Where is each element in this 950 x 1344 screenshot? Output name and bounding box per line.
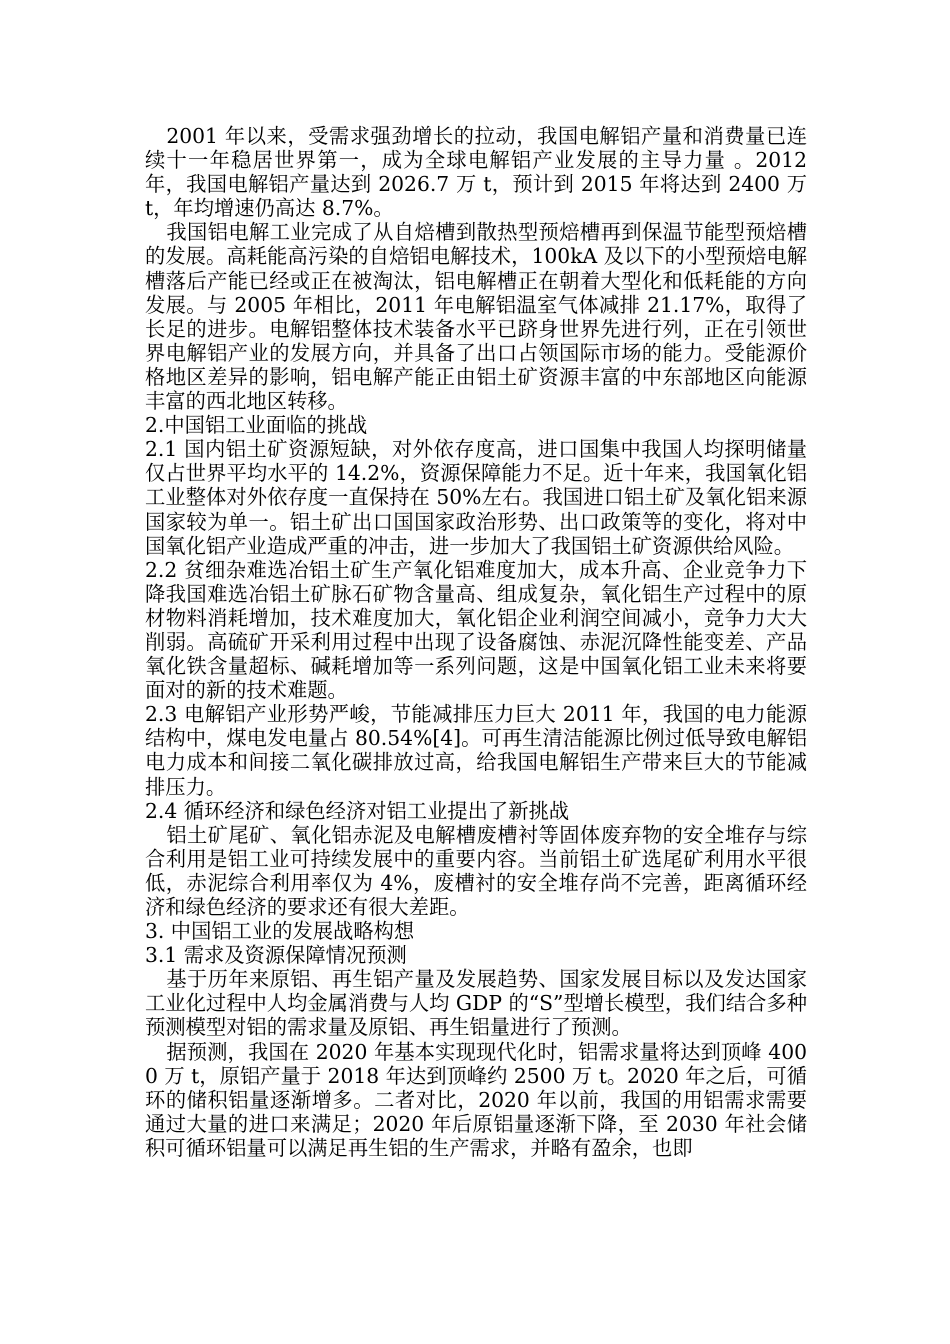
paragraph-2-3-energy-pressure: 2.3 电解铝产业形势严峻，节能减排压力巨大 2011 年，我国的电力能源结构中，煤电发电量占 80.54%[4]。可再生清洁能源比例过低导致电解铝电力成本和间接二氧化碳排放过高，给我国电解铝生产带来巨大的节能减排压力。 <box>145 702 807 799</box>
section-heading-strategy: 3. 中国铝工业的发展战略构想 <box>145 919 415 944</box>
paragraph-solid-waste: 铝土矿尾矿、氧化铝赤泥及电解槽废槽衬等固体废弃物的安全堆存与综合利用是铝工业可持续发展中的重要内容。当前铝土矿选尾矿利用水平很低，赤泥综合利用率仅为 4%，废槽衬的安全堆存尚不完善，距离循环经济和绿色经济的要求还有很大差距。 <box>145 822 807 919</box>
paragraph-2-2-lean-ore: 2.2 贫细杂难选冶铝土矿生产氧化铝难度加大，成本升高、企业竞争力下降我国难选冶铝土矿脉石矿物含量高、组成复杂，氧化铝生产过程中的原材物料消耗增加，技术难度加大，氧化铝企业利润空间减小，竞争力大大削弱。高硫矿开采利用过程中出现了设备腐蚀、赤泥沉降性能变差、产品氧化铁含量超标、碱耗增加等一系列问题，这是中国氧化铝工业未来将要面对的新的技术难题。 <box>145 557 807 703</box>
document-page <box>145 124 807 1160</box>
paragraph-forecast-results: 据预测，我国在 2020 年基本实现现代化时，铝需求量将达到顶峰 4000 万 t，原铝产量于 2018 年达到顶峰约 2500 万 t。2020 年之后，可循环的储积铝量逐渐增多。二者对比，2020 年以前，我国的用铝需求需要通过大量的进口来满足；2020 年后原铝量逐渐下降，至 2030 年社会储积可循环铝量可以满足再生铝的生产需求，并略有盈余，也即 <box>145 1039 807 1160</box>
paragraph-2-1-bauxite-shortage: 2.1 国内铝土矿资源短缺，对外依存度高，进口国集中我国人均探明储量仅占世界平均水平的 14.2%，资源保障能力不足。近十年来，我国氧化铝工业整体对外依存度一直保持在 50%左右。我国进口铝土矿及氧化铝来源国家较为单一。铝土矿出口国国家政治形势、出口政策等的变化，将对中国氧化铝产业造成严重的冲击，进一步加大了我国铝土矿资源供给风险。 <box>145 437 807 558</box>
paragraph-forecast-basis: 基于历年来原铝、再生铝产量及发展趋势、国家发展目标以及发达国家工业化过程中人均金属消费与人均 GDP 的“S”型增长模型，我们结合多种预测模型对铝的需求量及原铝、再生铝量进行了预测。 <box>145 967 807 1040</box>
section-heading-challenges: 2.中国铝工业面临的挑战 <box>145 413 368 438</box>
subsection-heading-2-4: 2.4 循环经济和绿色经济对铝工业提出了新挑战 <box>145 798 570 823</box>
paragraph-aluminum-output: 2001 年以来，受需求强劲增长的拉动，我国电解铝产量和消费量已连续十一年稳居世界第一，成为全球电解铝产业发展的主导力量 。2012 年，我国电解铝产量达到 2026.7 万 t，预计到 2015 年将达到 2400 万 t，年均增速仍高达 8.7%。 <box>145 124 807 221</box>
subsection-heading-3-1: 3.1 需求及资源保障情况预测 <box>145 943 407 968</box>
paragraph-electrolysis-development: 我国铝电解工业完成了从自焙槽到散热型预焙槽再到保温节能型预焙槽的发展。高耗能高污染的自焙铝电解技术，100kA 及以下的小型预焙电解槽落后产能已经或正在被淘汰，铝电解槽正在朝着大型化和低耗能的方向发展。与 2005 年相比，2011 年电解铝温室气体减排 21.17%，取得了长足的进步。电解铝整体技术装备水平已跻身世界先进行列，正在引领世界电解铝产业的发展方向，并具备了出口占领国际市场的能力。受能源价格地区差异的影响，铝电解产能正由铝土矿资源丰富的中东部地区向能源丰富的西北地区转移。 <box>145 220 807 414</box>
